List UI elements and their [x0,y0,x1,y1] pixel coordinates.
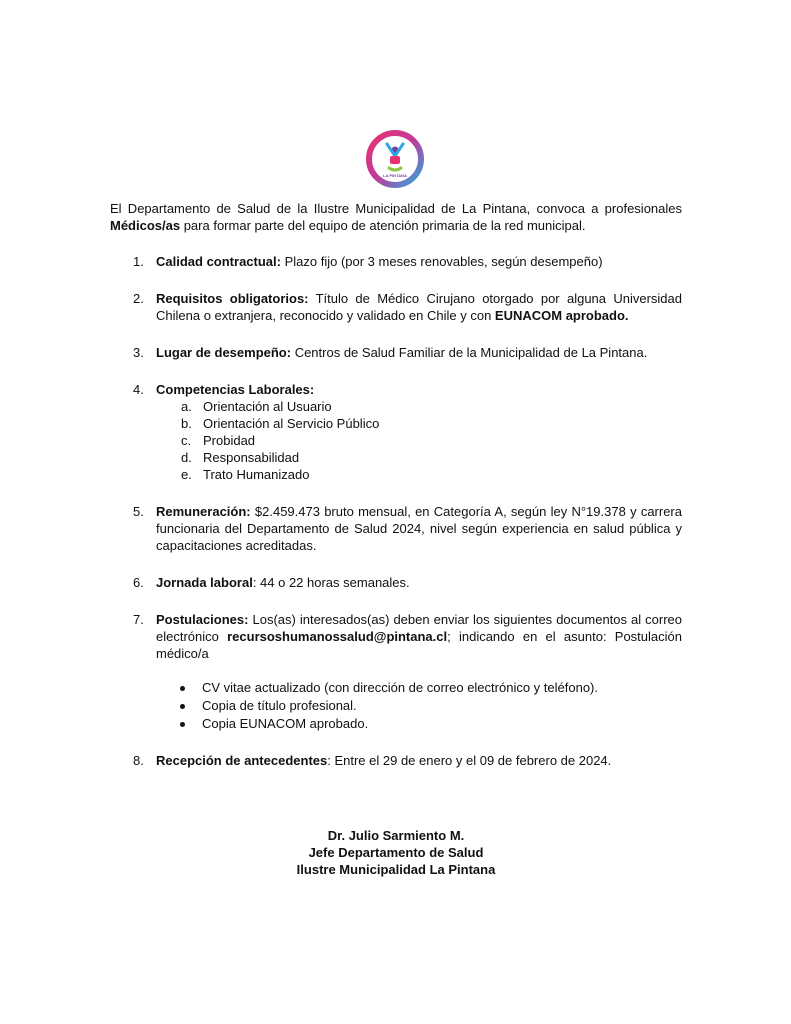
signatory-role: Jefe Departamento de Salud [308,845,484,860]
list-item: 4. Competencias Laborales: a. Orientación al Usuario b. Orientación al Servicio Público c. Probidad d. Responsabilidad e. Trato Humanizado [110,381,682,483]
documents-bullet-list [156,679,682,732]
bullet-item: Copia EUNACOM aprobado. [156,715,682,732]
bullet-icon [180,704,185,709]
list-item: 2. Requisitos obligatorios: Título de Médico Cirujano otorgado por alguna Universidad Chilena o extranjera, reconocido y validado en Chile y con EUNACOM aprobado. [133,291,682,323]
sublist-item: b. Orientación al Servicio Público [181,416,380,431]
svg-text:LA PINTANA: LA PINTANA [383,173,407,178]
sublist-item: a. Orientación al Usuario [181,399,332,414]
bullet-item: CV vitae actualizado (con dirección de correo electrónico y teléfono). [156,679,682,696]
bullet-icon [180,722,185,727]
sublist-item: d. Responsabilidad [181,450,300,465]
signatory-name: Dr. Julio Sarmiento M. [327,828,465,843]
email-address: recursoshumanossalud@pintana.cl [227,629,448,644]
intro-paragraph: El Departamento de Salud de la Ilustre Municipalidad de La Pintana, convoca a profesionales Médicos/as para formar parte del equipo de atención primaria de la red municipal. [110,201,682,233]
sublist-item: c. Probidad [181,433,256,448]
signature-block [110,827,682,878]
list-item: 1. Calidad contractual: Plazo fijo (por 3 meses renovables, según desempeño) [133,254,603,269]
bullet-item: Copia de título profesional. [156,697,682,714]
list-item: 8. Recepción de antecedentes: Entre el 29 de enero y el 09 de febrero de 2024. [133,753,612,768]
bullet-icon [180,686,185,691]
sublist-item: e. Trato Humanizado [181,467,310,482]
signatory-org: Ilustre Municipalidad La Pintana [296,862,496,877]
list-item: 6. Jornada laboral: 44 o 22 horas semanales. [133,575,410,590]
list-item: 7. Postulaciones: Los(as) interesados(as) deben enviar los siguientes documentos al correo electrónico recursoshumanossalud@pintana.cl; indicando en el asunto: Postulación médico/a CV vitae actualizado (con dirección de correo electrónico y teléfono). Copia de título profesional. Copia EUNACOM aprobado. [133,612,682,731]
competencias-sublist [110,398,682,483]
list-item: 5. Remuneración: $2.459.473 bruto mensual, en Categoría A, según ley N°19.378 y carrera funcionaria del Departamento de Salud 2024, nivel según experiencia en salud pública y capacitaciones acreditadas. [133,504,682,553]
requirements-list [110,253,682,789]
list-item: 3. Lugar de desempeño: Centros de Salud Familiar de la Municipalidad de La Pintana. [133,345,648,360]
red-de-salud-logo [355,130,435,188]
medicos-label: Médicos/as [110,218,181,233]
